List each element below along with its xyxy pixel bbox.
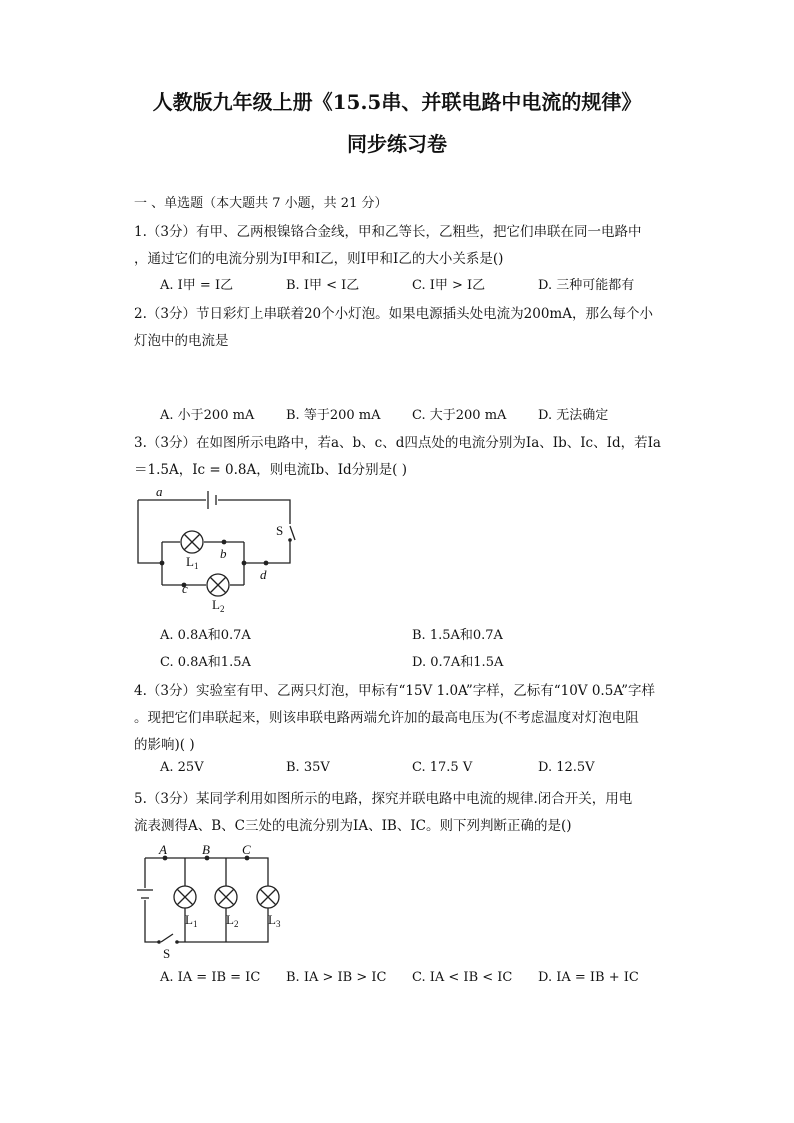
q2-line1: 2.（3分）节日彩灯上串联着20个小灯泡。如果电源插头处电流为200mA，那么每个小	[134, 306, 653, 322]
svg-text:L2	[226, 912, 238, 929]
q2-line2: 灯泡中的电流是	[134, 333, 229, 349]
q1-option-c[interactable]: C. I甲 > I乙	[412, 278, 486, 293]
title-line-1: 人教版九年级上册《15.5串、并联电路中电流的规律》	[152, 90, 642, 114]
q3-label-l1-sub: 1	[193, 561, 199, 571]
q5-label-c: C	[242, 842, 251, 857]
q3-wire-right	[266, 540, 290, 563]
q2-option-c[interactable]: C. 大于200 mA	[412, 408, 507, 423]
q3-junction-right	[242, 561, 247, 566]
q5-label-l2: L	[226, 912, 234, 927]
q1-option-b[interactable]: B. I甲 < I乙	[286, 278, 360, 293]
q3-label-a: a	[156, 484, 163, 499]
q5-switch-contact-right	[175, 940, 179, 944]
q5-option-c[interactable]: C. IA < IB < IC	[412, 970, 513, 985]
q5-line1: 5.（3分）某同学利用如图所示的电路，探究并联电路中电流的规律.闭合开关，用电	[134, 791, 633, 807]
q5-label-l1-sub: 1	[192, 919, 198, 929]
q4-line3: 的影响)( )	[134, 737, 195, 753]
q5-option-d[interactable]: D. IA = IB + IC	[538, 970, 639, 985]
svg-text:L1	[185, 912, 197, 929]
q5-switch-blade	[161, 934, 173, 942]
q3-wire-top-right	[218, 500, 290, 524]
q4-option-b[interactable]: B. 35V	[286, 760, 330, 775]
q1-line1: 1.（3分）有甲、乙两根镍铬合金线，甲和乙等长，乙粗些，把它们串联在同一电路中	[134, 224, 642, 240]
q5-label-a: A	[159, 842, 167, 857]
q3-switch-contact	[288, 538, 292, 542]
q5-option-b[interactable]: B. IA > IB > IC	[286, 970, 387, 985]
q3-line2: ＝1.5A，Ic = 0.8A，则电流Ib、Id分别是( )	[134, 462, 407, 478]
q5-label-l1: L	[185, 912, 193, 927]
q4-option-c[interactable]: C. 17.5 V	[412, 760, 473, 775]
q3-label-b: b	[220, 546, 227, 561]
q5-label-l3-sub: 3	[275, 919, 281, 929]
q3-option-b[interactable]: B. 1.5A和0.7A	[412, 628, 503, 643]
q5-switch-contact-left	[157, 940, 161, 944]
q4-option-d[interactable]: D. 12.5V	[538, 760, 595, 775]
q3-label-d: d	[260, 567, 267, 582]
q5-label-l3: L	[268, 912, 276, 927]
q3-label-c: c	[182, 581, 188, 596]
q2-option-d[interactable]: D. 无法确定	[538, 408, 609, 423]
section-heading: 一 、单选题（本大题共 7 小题，共 21 分）	[134, 196, 388, 211]
q4-line2: 。现把它们串联起来，则该串联电路两端允许加的最高电压为(不考虑温度对灯泡电阻	[134, 710, 639, 726]
q2-option-a[interactable]: A. 小于200 mA	[160, 408, 255, 423]
q5-wire-top	[145, 858, 268, 886]
svg-text:L1	[186, 554, 198, 571]
q5-label-l2-sub: 2	[233, 919, 239, 929]
q1-line2: ，通过它们的电流分别为I甲和I乙，则I甲和I乙的大小关系是()	[134, 251, 504, 267]
q3-switch-blade	[290, 526, 295, 540]
q3-label-l2: L	[212, 597, 220, 612]
q3-label-l2-sub: 2	[219, 604, 225, 614]
q5-wire-left-lower	[145, 900, 159, 942]
q2-option-b[interactable]: B. 等于200 mA	[286, 408, 381, 423]
q3-wire-left	[138, 500, 162, 563]
q3-point-b	[222, 540, 227, 545]
q5-circuit-diagram	[125, 838, 295, 963]
q3-circuit-diagram	[120, 480, 320, 615]
q4-line1: 4.（3分）实验室有甲、乙两只灯泡，甲标有“15V 1.0A”字样，乙标有“10V 0.5A”字样	[134, 683, 655, 699]
q3-label-l1: L	[186, 554, 194, 569]
q3-point-d	[264, 561, 269, 566]
q5-option-a[interactable]: A. IA = IB = IC	[160, 970, 261, 985]
svg-text:L3	[268, 912, 281, 929]
title-line-2: 同步练习卷	[347, 132, 447, 156]
q3-option-d[interactable]: D. 0.7A和1.5A	[412, 655, 504, 670]
q4-option-a[interactable]: A. 25V	[160, 760, 204, 775]
svg-text:L2	[212, 597, 224, 614]
q5-label-s: S	[163, 946, 171, 961]
q5-label-b: B	[202, 842, 210, 857]
q3-line1: 3.（3分）在如图所示电路中，若a、b、c、d四点处的电流分别为Ia、Ib、Ic、Id，若Ia	[134, 435, 661, 451]
q5-line2: 流表测得A、B、C三处的电流分别为IA、IB、IC。则下列判断正确的是()	[134, 818, 572, 834]
q3-option-a[interactable]: A. 0.8A和0.7A	[160, 628, 251, 643]
q3-option-c[interactable]: C. 0.8A和1.5A	[160, 655, 251, 670]
q3-label-s: S	[276, 523, 284, 538]
q1-option-d[interactable]: D. 三种可能都有	[538, 278, 635, 293]
q1-option-a[interactable]: A. I甲 = I乙	[160, 278, 234, 293]
q3-junction-left	[160, 561, 165, 566]
